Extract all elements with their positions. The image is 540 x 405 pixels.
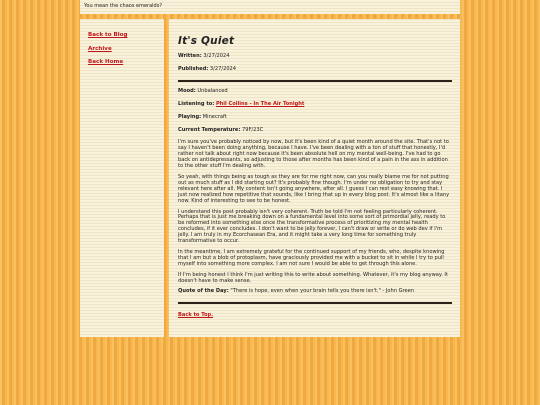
temperature-value: 79F/23C xyxy=(241,126,264,133)
top-bar-text: You mean the chaos emeralds? xyxy=(84,3,162,9)
divider xyxy=(178,302,452,304)
written-label: Written: xyxy=(178,53,202,59)
published-value: 3/27/2024 xyxy=(209,65,237,72)
post-paragraph: If I'm being honest I think I'm just writing this to write about something. Whatever, it's my blog anyway. It doesn't have to make sense. xyxy=(178,271,448,284)
listening-row xyxy=(178,102,452,108)
quote-row xyxy=(178,289,452,295)
sidebar xyxy=(80,19,164,337)
sidebar-link-back-to-blog[interactable]: Back to Blog xyxy=(88,32,128,38)
divider xyxy=(178,80,452,82)
post-paragraph: I'm sure you've probably noticed by now, but it's been kind of a quiet month around the site. That's not to say I haven't been doing anything, because I have. I've been dealing with a ton of stuff that honestly, I'd rather not talk about right now because it's been absolute hell on my mental well-being. I've had to go back on antidepressants, so adjusting to those after months has been kind of a pain in the ass in addition to the other stuff I'm dealing with. xyxy=(178,139,449,170)
mood-value: Unbalanced xyxy=(197,87,228,94)
mood-row xyxy=(178,89,452,95)
published-row xyxy=(178,67,452,73)
written-row xyxy=(178,54,452,60)
post-paragraph: In the meantime, I am extremely grateful for the continued support of my friends, who, despite knowing that I am but a blob of protoplasm, have graciously provided me with a bucket to sit in while I try to pull myself into something more complex. I am not sure I would be able to get through this alone. xyxy=(178,248,445,267)
quote-text: "There is hope, even when your brain tells you there isn't." - John Green xyxy=(230,288,415,295)
sidebar-link-archive[interactable]: Archive xyxy=(88,45,112,52)
written-value: 3/27/2024 xyxy=(203,53,230,59)
quote-label: Quote of the Day: xyxy=(178,288,229,295)
page-title: It's Quiet xyxy=(178,35,235,47)
listening-label: Listening to: xyxy=(178,100,215,107)
playing-value: Minecraft xyxy=(202,113,227,120)
blog-post xyxy=(169,19,460,337)
sidebar-link-back-home[interactable]: Back Home xyxy=(88,59,124,65)
back-to-top-link[interactable]: Back to Top. xyxy=(178,312,214,319)
listening-link[interactable]: Phil Collins - In The Air Tonight xyxy=(215,100,305,107)
top-bar xyxy=(80,0,460,14)
published-label: Published: xyxy=(178,65,209,72)
temperature-row xyxy=(178,128,452,134)
post-paragraph: I understand this post probably isn't very coherent. Truth be told I'm not feeling particularly coherent. Perhaps that is just me breaking down on a fundamental level into some sort of primordial jelly, ready to be reformed into something else once the transformative process of prioritizing my mental health concludes, if it ever concludes. I don't want to be jelly forever, I can't draw or write or do web dev if I'm jelly. I am truly in my Ecorchasean Era, and it might take a very long time for something truly transformative to occur. xyxy=(178,208,446,245)
temperature-label: Current Temperature: xyxy=(178,126,241,133)
playing-label: Playing: xyxy=(178,113,202,120)
post-paragraph: So yeah, with things being as tough as they are for me right now, can you really blame me for not putting out as much stuff as I did starting out? It's probably fine though. I'm under no obligation to try and stay relevant here after all. My content isn't going anywhere, after all. I guess I can rest easy knowing that. I just now realized how repetitive that sounds, like I bring that up in every blog post. It's almost like a litany now. Kind of interesting to see to be honest. xyxy=(178,173,450,204)
playing-row xyxy=(178,115,452,121)
mood-label: Mood: xyxy=(178,87,196,94)
